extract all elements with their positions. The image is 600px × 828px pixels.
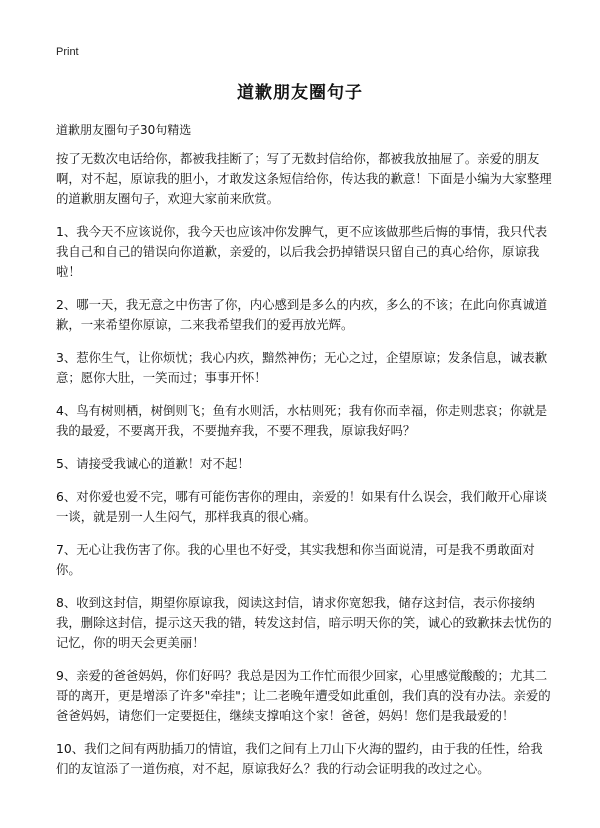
sentence-item-9: 9、亲爱的爸爸妈妈，你们好吗？我总是因为工作忙而很少回家，心里感觉酸酸的；尤其二哥的离开，更是增添了许多"牵挂"；让二老晚年遭受如此重创，我们真的没有办法。亲爱的爸爸妈妈，请您们一定要挺住，继续支撑咱这个家！爸爸，妈妈！您们是我最爱的！ <box>56 668 551 723</box>
print-link[interactable]: Print <box>56 46 79 58</box>
intro-paragraph: 按了无数次电话给你，都被我挂断了；写了无数封信给你，都被我放抽屉了。亲爱的朋友啊，对不起，原谅我的胆小，才敢发这条短信给你，传达我的歉意！下面是小编为大家整理的道歉朋友圈句子，欢迎大家前来欣赏。 <box>56 151 552 206</box>
sentence-item-5: 5、请接受我诚心的道歉！对不起！ <box>56 456 250 471</box>
sentence-item-6: 6、对你爱也爱不完，哪有可能伤害你的理由，亲爱的！如果有什么误会，我们敞开心扉谈一谈，就是别一人生闷气，那样我真的很心痛。 <box>56 489 548 524</box>
sentence-item-10: 10、我们之间有两肋插刀的情谊，我们之间有上刀山下火海的盟约，由于我的任性，给我们的友谊添了一道伤痕，对不起，原谅我好么？我的行动会证明我的改过之心。 <box>56 741 543 776</box>
sentence-item-3: 3、惹你生气，让你烦忧；我心内疚，黯然神伤；无心之过，企望原谅；发条信息，诚表歉意；愿你大肚，一笑而过；事事开怀！ <box>56 350 548 385</box>
sentence-item-7: 7、无心让我伤害了你。我的心里也不好受，其实我想和你当面说清，可是我不勇敢面对你。 <box>56 542 535 577</box>
document-title: 道歉朋友圈句子 <box>237 83 363 103</box>
document-subtitle: 道歉朋友圈句子30句精选 <box>56 123 192 137</box>
sentence-item-4: 4、鸟有树则栖，树倒则飞；鱼有水则活，水枯则死；我有你而幸福，你走则悲哀；你就是我的最爱，不要离开我，不要抛弃我，不要不理我，原谅我好吗？ <box>56 403 548 438</box>
sentence-item-8: 8、收到这封信，期望你原谅我，阅读这封信，请求你宽恕我，储存这封信，表示你接纳我，删除这封信，提示这天我的错，转发这封信，暗示明天你的笑，诚心的致歉抹去忧伤的记忆，你的明天会更美丽！ <box>56 595 552 650</box>
sentence-item-2: 2、哪一天，我无意之中伤害了你，内心感到是多么的内疚，多么的不该；在此向你真诚道歉，一来希望你原谅，二来我希望我们的爱再放光辉。 <box>56 297 548 332</box>
sentence-item-1: 1、我今天不应该说你，我今天也应该冲你发脾气，更不应该做那些后悔的事情，我只代表我自己和自己的错误向你道歉，亲爱的，以后我会扔掉错误只留自己的真心给你，原谅我啦！ <box>56 224 548 279</box>
article-body <box>56 149 554 792</box>
